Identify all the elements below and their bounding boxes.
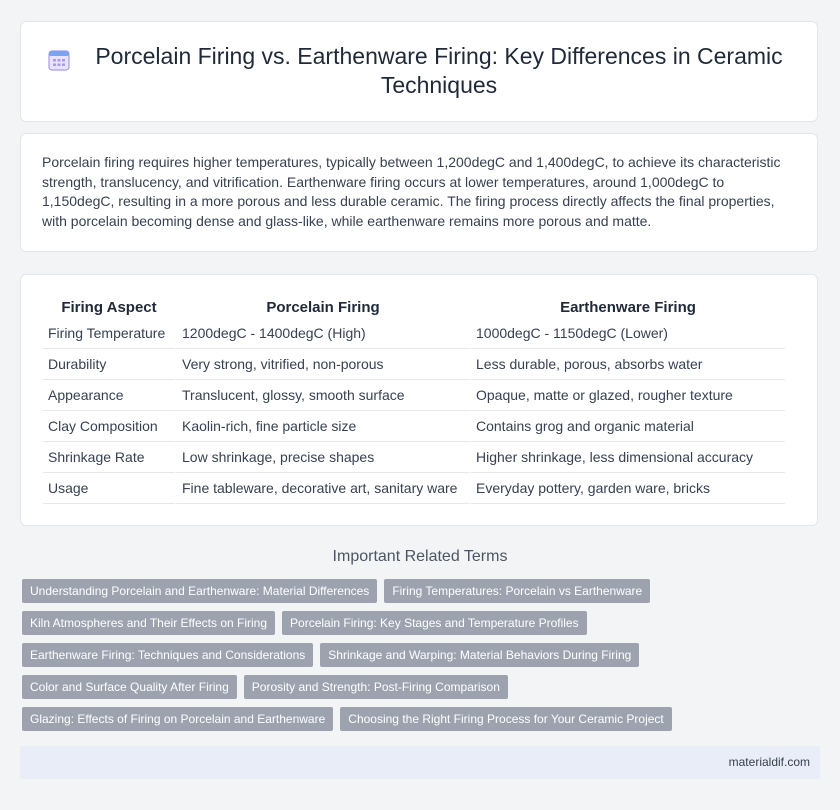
table-cell: Durability <box>43 349 175 380</box>
related-term-link[interactable]: Firing Temperatures: Porcelain vs Earthenware <box>384 579 650 603</box>
table-cell: Opaque, matte or glazed, rougher texture <box>469 380 785 411</box>
related-term-link[interactable]: Understanding Porcelain and Earthenware: Material Differences <box>22 579 377 603</box>
related-term-link[interactable]: Porosity and Strength: Post-Firing Comparison <box>244 675 508 699</box>
table-row <box>43 442 785 473</box>
intro-card <box>20 133 818 252</box>
table-cell: Fine tableware, decorative art, sanitary ware <box>175 473 469 504</box>
table-cell: Kaolin-rich, fine particle size <box>175 411 469 442</box>
table-cell: Usage <box>43 473 175 504</box>
related-term-link[interactable]: Choosing the Right Firing Process for Your Ceramic Project <box>340 707 671 731</box>
table-row <box>43 380 785 411</box>
related-term-link[interactable]: Kiln Atmospheres and Their Effects on Firing <box>22 611 275 635</box>
column-header: Firing Aspect <box>61 298 157 316</box>
comparison-table <box>43 296 785 504</box>
column-header: Porcelain Firing <box>175 296 469 318</box>
table-cell: Higher shrinkage, less dimensional accuracy <box>469 442 785 473</box>
table-cell: 1000degC - 1150degC (Lower) <box>469 318 785 349</box>
related-terms-heading: Important Related Terms <box>332 548 508 565</box>
intro-paragraph: Porcelain firing requires higher temperatures, typically between 1,200degC and 1,400degC, to achieve its characteristic strength, translucency, and vitrification. Earthenware firing occurs at lower temperatures, around 1,000degC to 1,150degC, resulting in a more porous and less durable ceramic. The firing process directly affects the final properties, with porcelain becoming dense and glass-like, while earthenware remains more porous and matte. <box>42 154 781 229</box>
related-term-link[interactable]: Shrinkage and Warping: Material Behaviors During Firing <box>320 643 639 667</box>
related-term-link[interactable]: Porcelain Firing: Key Stages and Temperature Profiles <box>282 611 587 635</box>
site-name: materialdif.com <box>728 755 810 769</box>
table-cell: Appearance <box>43 380 175 411</box>
table-cell: Very strong, vitrified, non-porous <box>175 349 469 380</box>
table-cell: Clay Composition <box>43 411 175 442</box>
related-term-link[interactable]: Earthenware Firing: Techniques and Considerations <box>22 643 313 667</box>
table-cell: Translucent, glossy, smooth surface <box>175 380 469 411</box>
table-row <box>43 411 785 442</box>
footer <box>20 746 820 779</box>
table-cell: Low shrinkage, precise shapes <box>175 442 469 473</box>
table-cell: Firing Temperature <box>43 318 175 349</box>
table-row <box>43 349 785 380</box>
related-term-link[interactable]: Glazing: Effects of Firing on Porcelain and Earthenware <box>22 707 333 731</box>
table-cell: Contains grog and organic material <box>469 411 785 442</box>
header-card <box>20 21 818 122</box>
table-cell: 1200degC - 1400degC (High) <box>175 318 469 349</box>
table-row <box>43 473 785 504</box>
table-cell: Everyday pottery, garden ware, bricks <box>469 473 785 504</box>
table-cell: Shrinkage Rate <box>43 442 175 473</box>
related-term-link[interactable]: Color and Surface Quality After Firing <box>22 675 237 699</box>
page-title: Porcelain Firing vs. Earthenware Firing: Key Differences in Ceramic Techniques <box>95 43 783 98</box>
column-header: Earthenware Firing <box>469 296 785 318</box>
table-header-row <box>43 296 785 318</box>
related-terms-list <box>22 579 812 739</box>
table-row <box>43 318 785 349</box>
comparison-card <box>20 274 818 526</box>
table-cell: Less durable, porous, absorbs water <box>469 349 785 380</box>
